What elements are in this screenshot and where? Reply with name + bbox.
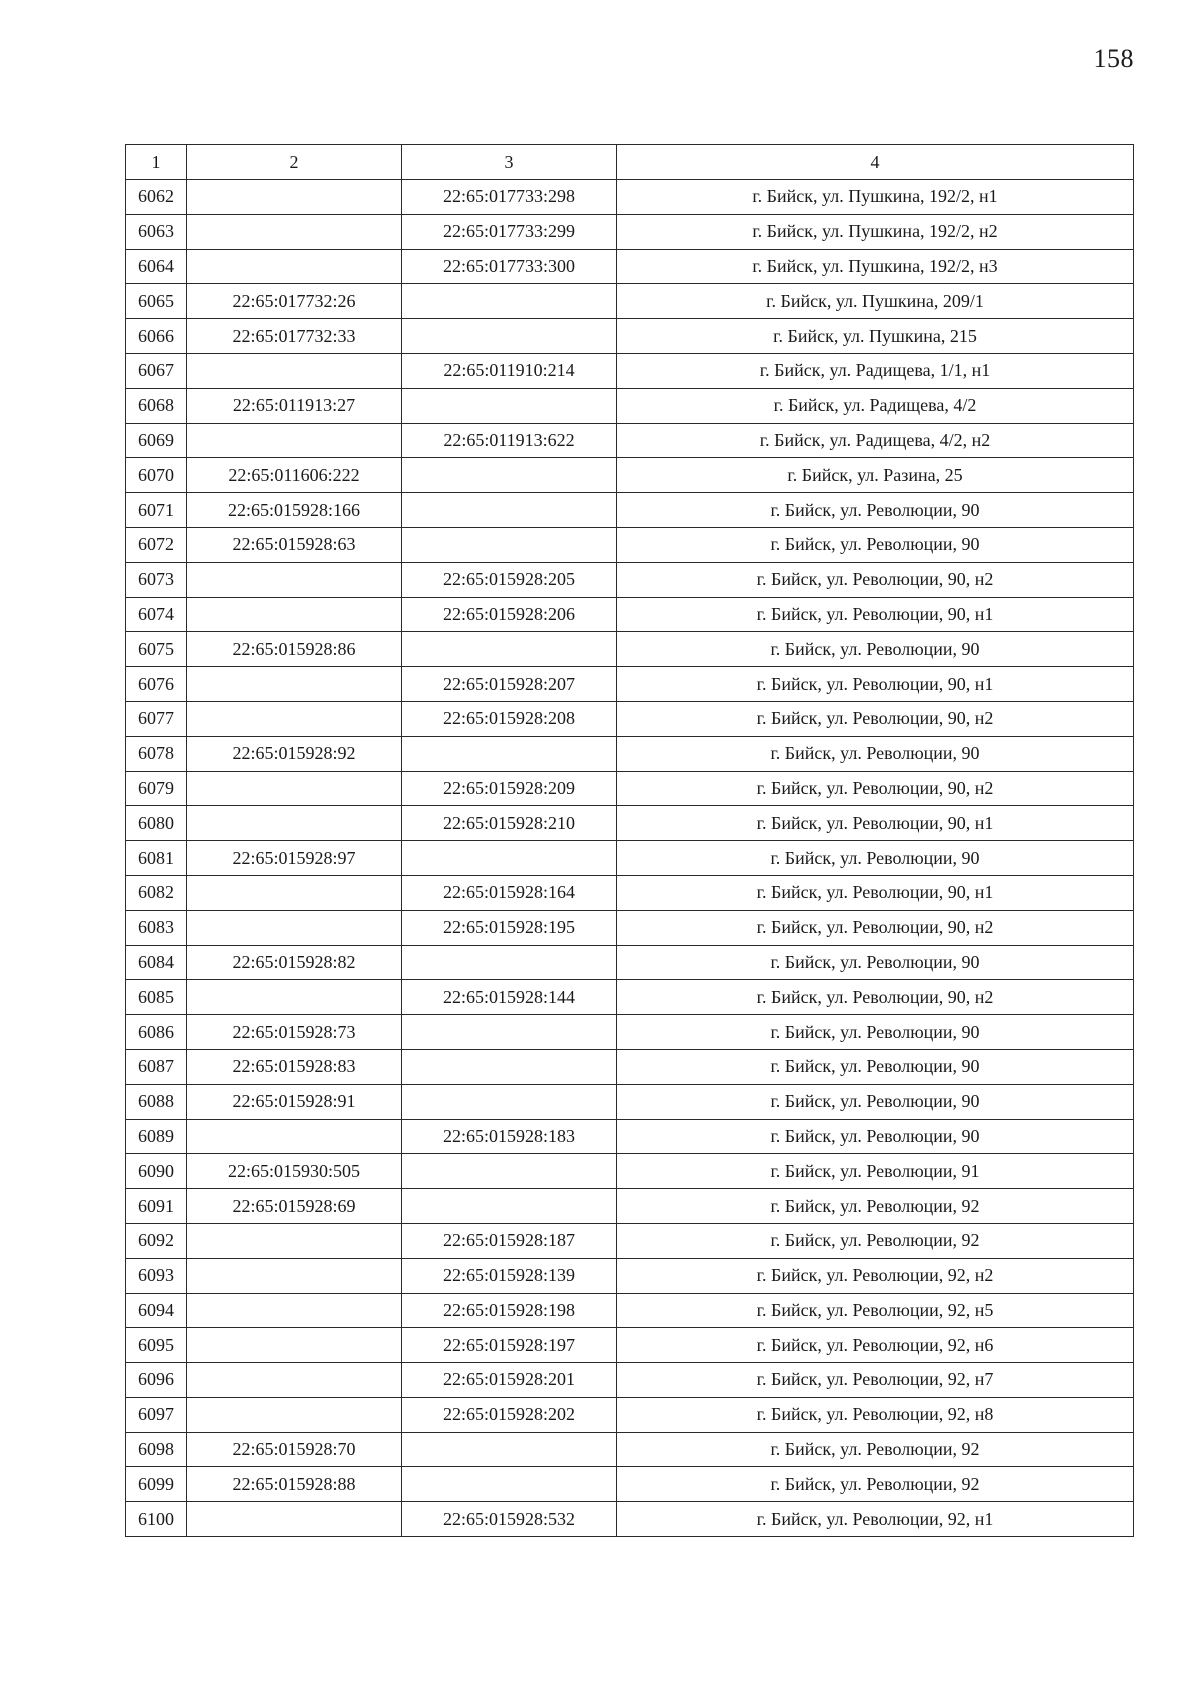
address-cell: г. Бийск, ул. Революции, 90, н2: [617, 701, 1134, 736]
object-number-cell: [402, 1015, 617, 1050]
address-cell: г. Бийск, ул. Революции, 90: [617, 1084, 1134, 1119]
table-row: [126, 353, 1134, 388]
object-number-cell: [402, 945, 617, 980]
parcel-number-cell: 22:65:017732:33: [187, 319, 402, 354]
parcel-number-cell: [187, 1293, 402, 1328]
column-header: 3: [402, 145, 617, 180]
address-cell: г. Бийск, ул. Революции, 90, н1: [617, 875, 1134, 910]
row-number-cell: 6067: [126, 353, 187, 388]
address-cell: г. Бийск, ул. Революции, 90, н1: [617, 667, 1134, 702]
address-cell: г. Бийск, ул. Революции, 92: [617, 1223, 1134, 1258]
object-number-cell: 22:65:011910:214: [402, 353, 617, 388]
object-number-cell: [402, 1154, 617, 1189]
parcel-number-cell: 22:65:015928:166: [187, 493, 402, 528]
table-body: [126, 180, 1134, 1537]
address-cell: г. Бийск, ул. Революции, 91: [617, 1154, 1134, 1189]
parcel-number-cell: 22:65:015928:91: [187, 1084, 402, 1119]
table-row: [126, 1328, 1134, 1363]
object-number-cell: 22:65:015928:208: [402, 701, 617, 736]
parcel-number-cell: 22:65:015928:97: [187, 841, 402, 876]
registry-table: [125, 144, 1134, 1537]
row-number-cell: 6071: [126, 493, 187, 528]
row-number-cell: 6076: [126, 667, 187, 702]
parcel-number-cell: 22:65:015928:63: [187, 527, 402, 562]
row-number-cell: 6088: [126, 1084, 187, 1119]
table-row: [126, 493, 1134, 528]
address-cell: г. Бийск, ул. Революции, 90, н2: [617, 771, 1134, 806]
table-row: [126, 319, 1134, 354]
parcel-number-cell: [187, 180, 402, 215]
parcel-number-cell: 22:65:015928:69: [187, 1189, 402, 1224]
row-number-cell: 6083: [126, 910, 187, 945]
object-number-cell: [402, 527, 617, 562]
object-number-cell: [402, 1049, 617, 1084]
parcel-number-cell: [187, 562, 402, 597]
table-row: [126, 1467, 1134, 1502]
address-cell: г. Бийск, ул. Революции, 90: [617, 1015, 1134, 1050]
address-cell: г. Бийск, ул. Радищева, 4/2, н2: [617, 423, 1134, 458]
object-number-cell: 22:65:015928:209: [402, 771, 617, 806]
row-number-cell: 6065: [126, 284, 187, 319]
row-number-cell: 6094: [126, 1293, 187, 1328]
object-number-cell: 22:65:017733:299: [402, 214, 617, 249]
address-cell: г. Бийск, ул. Революции, 90, н2: [617, 910, 1134, 945]
object-number-cell: 22:65:017733:300: [402, 249, 617, 284]
object-number-cell: 22:65:015928:205: [402, 562, 617, 597]
address-cell: г. Бийск, ул. Революции, 92, н2: [617, 1258, 1134, 1293]
table-row: [126, 945, 1134, 980]
row-number-cell: 6100: [126, 1502, 187, 1537]
table-row: [126, 1293, 1134, 1328]
row-number-cell: 6079: [126, 771, 187, 806]
object-number-cell: 22:65:015928:144: [402, 980, 617, 1015]
object-number-cell: 22:65:015928:210: [402, 806, 617, 841]
parcel-number-cell: 22:65:015928:73: [187, 1015, 402, 1050]
parcel-number-cell: 22:65:011913:27: [187, 388, 402, 423]
parcel-number-cell: [187, 1119, 402, 1154]
row-number-cell: 6084: [126, 945, 187, 980]
object-number-cell: [402, 736, 617, 771]
object-number-cell: 22:65:015928:201: [402, 1363, 617, 1398]
row-number-cell: 6068: [126, 388, 187, 423]
table-row: [126, 180, 1134, 215]
row-number-cell: 6062: [126, 180, 187, 215]
table-row: [126, 736, 1134, 771]
parcel-number-cell: [187, 806, 402, 841]
parcel-number-cell: 22:65:015928:70: [187, 1432, 402, 1467]
table-row: [126, 214, 1134, 249]
object-number-cell: 22:65:015928:198: [402, 1293, 617, 1328]
table-row: [126, 249, 1134, 284]
object-number-cell: [402, 493, 617, 528]
row-number-cell: 6078: [126, 736, 187, 771]
object-number-cell: [402, 458, 617, 493]
table-row: [126, 1502, 1134, 1537]
column-header: 4: [617, 145, 1134, 180]
object-number-cell: [402, 1432, 617, 1467]
address-cell: г. Бийск, ул. Радищева, 4/2: [617, 388, 1134, 423]
object-number-cell: 22:65:015928:187: [402, 1223, 617, 1258]
row-number-cell: 6063: [126, 214, 187, 249]
address-cell: г. Бийск, ул. Революции, 92, н7: [617, 1363, 1134, 1398]
address-cell: г. Бийск, ул. Революции, 92: [617, 1189, 1134, 1224]
table-row: [126, 1015, 1134, 1050]
table-row: [126, 980, 1134, 1015]
row-number-cell: 6069: [126, 423, 187, 458]
header-row: [126, 145, 1134, 180]
table-row: [126, 1432, 1134, 1467]
page-number: 158: [1093, 44, 1134, 73]
table-row: [126, 423, 1134, 458]
row-number-cell: 6073: [126, 562, 187, 597]
row-number-cell: 6064: [126, 249, 187, 284]
object-number-cell: 22:65:017733:298: [402, 180, 617, 215]
table-row: [126, 458, 1134, 493]
address-cell: г. Бийск, ул. Революции, 90: [617, 632, 1134, 667]
row-number-cell: 6082: [126, 875, 187, 910]
row-number-cell: 6095: [126, 1328, 187, 1363]
object-number-cell: 22:65:015928:202: [402, 1397, 617, 1432]
table-row: [126, 1258, 1134, 1293]
row-number-cell: 6081: [126, 841, 187, 876]
parcel-number-cell: [187, 980, 402, 1015]
table-row: [126, 527, 1134, 562]
table-row: [126, 632, 1134, 667]
row-number-cell: 6086: [126, 1015, 187, 1050]
parcel-number-cell: [187, 701, 402, 736]
address-cell: г. Бийск, ул. Разина, 25: [617, 458, 1134, 493]
table-row: [126, 1363, 1134, 1398]
object-number-cell: 22:65:015928:207: [402, 667, 617, 702]
address-cell: г. Бийск, ул. Пушкина, 209/1: [617, 284, 1134, 319]
parcel-number-cell: 22:65:015928:92: [187, 736, 402, 771]
parcel-number-cell: 22:65:011606:222: [187, 458, 402, 493]
address-cell: г. Бийск, ул. Революции, 90: [617, 493, 1134, 528]
address-cell: г. Бийск, ул. Революции, 90, н2: [617, 562, 1134, 597]
row-number-cell: 6097: [126, 1397, 187, 1432]
object-number-cell: [402, 1084, 617, 1119]
row-number-cell: 6074: [126, 597, 187, 632]
parcel-number-cell: 22:65:015928:88: [187, 1467, 402, 1502]
parcel-number-cell: [187, 423, 402, 458]
object-number-cell: [402, 319, 617, 354]
parcel-number-cell: [187, 1223, 402, 1258]
address-cell: г. Бийск, ул. Радищева, 1/1, н1: [617, 353, 1134, 388]
table-row: [126, 284, 1134, 319]
address-cell: г. Бийск, ул. Революции, 90, н1: [617, 597, 1134, 632]
table-row: [126, 875, 1134, 910]
address-cell: г. Бийск, ул. Революции, 92, н1: [617, 1502, 1134, 1537]
parcel-number-cell: 22:65:017732:26: [187, 284, 402, 319]
parcel-number-cell: 22:65:015930:505: [187, 1154, 402, 1189]
table-header: [126, 145, 1134, 180]
object-number-cell: 22:65:015928:139: [402, 1258, 617, 1293]
object-number-cell: 22:65:015928:532: [402, 1502, 617, 1537]
parcel-number-cell: [187, 1502, 402, 1537]
table-row: [126, 1154, 1134, 1189]
parcel-number-cell: [187, 667, 402, 702]
address-cell: г. Бийск, ул. Пушкина, 192/2, н2: [617, 214, 1134, 249]
parcel-number-cell: [187, 597, 402, 632]
address-cell: г. Бийск, ул. Революции, 92: [617, 1467, 1134, 1502]
address-cell: г. Бийск, ул. Революции, 90: [617, 736, 1134, 771]
address-cell: г. Бийск, ул. Революции, 92: [617, 1432, 1134, 1467]
row-number-cell: 6070: [126, 458, 187, 493]
row-number-cell: 6092: [126, 1223, 187, 1258]
object-number-cell: 22:65:015928:197: [402, 1328, 617, 1363]
table-row: [126, 1189, 1134, 1224]
row-number-cell: 6066: [126, 319, 187, 354]
column-header: 2: [187, 145, 402, 180]
object-number-cell: [402, 284, 617, 319]
row-number-cell: 6077: [126, 701, 187, 736]
row-number-cell: 6087: [126, 1049, 187, 1084]
table-row: [126, 388, 1134, 423]
parcel-number-cell: 22:65:015928:83: [187, 1049, 402, 1084]
address-cell: г. Бийск, ул. Революции, 90: [617, 1119, 1134, 1154]
object-number-cell: 22:65:015928:195: [402, 910, 617, 945]
row-number-cell: 6090: [126, 1154, 187, 1189]
column-header: 1: [126, 145, 187, 180]
table-row: [126, 910, 1134, 945]
parcel-number-cell: [187, 214, 402, 249]
row-number-cell: 6080: [126, 806, 187, 841]
row-number-cell: 6096: [126, 1363, 187, 1398]
address-cell: г. Бийск, ул. Революции, 90: [617, 945, 1134, 980]
row-number-cell: 6089: [126, 1119, 187, 1154]
address-cell: г. Бийск, ул. Пушкина, 215: [617, 319, 1134, 354]
table-row: [126, 1119, 1134, 1154]
object-number-cell: [402, 388, 617, 423]
object-number-cell: 22:65:011913:622: [402, 423, 617, 458]
parcel-number-cell: [187, 353, 402, 388]
table-row: [126, 562, 1134, 597]
table-row: [126, 597, 1134, 632]
address-cell: г. Бийск, ул. Революции, 92, н5: [617, 1293, 1134, 1328]
object-number-cell: 22:65:015928:206: [402, 597, 617, 632]
row-number-cell: 6093: [126, 1258, 187, 1293]
parcel-number-cell: [187, 771, 402, 806]
parcel-number-cell: [187, 1397, 402, 1432]
row-number-cell: 6072: [126, 527, 187, 562]
parcel-number-cell: 22:65:015928:82: [187, 945, 402, 980]
table-row: [126, 701, 1134, 736]
object-number-cell: 22:65:015928:183: [402, 1119, 617, 1154]
row-number-cell: 6085: [126, 980, 187, 1015]
object-number-cell: [402, 1467, 617, 1502]
parcel-number-cell: [187, 1258, 402, 1293]
address-cell: г. Бийск, ул. Пушкина, 192/2, н3: [617, 249, 1134, 284]
parcel-number-cell: [187, 1363, 402, 1398]
address-cell: г. Бийск, ул. Революции, 92, н6: [617, 1328, 1134, 1363]
object-number-cell: [402, 1189, 617, 1224]
object-number-cell: [402, 632, 617, 667]
row-number-cell: 6099: [126, 1467, 187, 1502]
parcel-number-cell: [187, 249, 402, 284]
address-cell: г. Бийск, ул. Революции, 90, н1: [617, 806, 1134, 841]
table-row: [126, 667, 1134, 702]
table-row: [126, 1397, 1134, 1432]
address-cell: г. Бийск, ул. Революции, 90: [617, 1049, 1134, 1084]
row-number-cell: 6075: [126, 632, 187, 667]
parcel-number-cell: [187, 910, 402, 945]
object-number-cell: [402, 841, 617, 876]
address-cell: г. Бийск, ул. Революции, 90: [617, 527, 1134, 562]
parcel-number-cell: 22:65:015928:86: [187, 632, 402, 667]
table-row: [126, 1223, 1134, 1258]
parcel-number-cell: [187, 875, 402, 910]
table-row: [126, 1084, 1134, 1119]
address-cell: г. Бийск, ул. Революции, 92, н8: [617, 1397, 1134, 1432]
table-row: [126, 841, 1134, 876]
table-row: [126, 806, 1134, 841]
address-cell: г. Бийск, ул. Революции, 90, н2: [617, 980, 1134, 1015]
parcel-number-cell: [187, 1328, 402, 1363]
row-number-cell: 6098: [126, 1432, 187, 1467]
address-cell: г. Бийск, ул. Революции, 90: [617, 841, 1134, 876]
object-number-cell: 22:65:015928:164: [402, 875, 617, 910]
address-cell: г. Бийск, ул. Пушкина, 192/2, н1: [617, 180, 1134, 215]
table-row: [126, 771, 1134, 806]
table-row: [126, 1049, 1134, 1084]
row-number-cell: 6091: [126, 1189, 187, 1224]
